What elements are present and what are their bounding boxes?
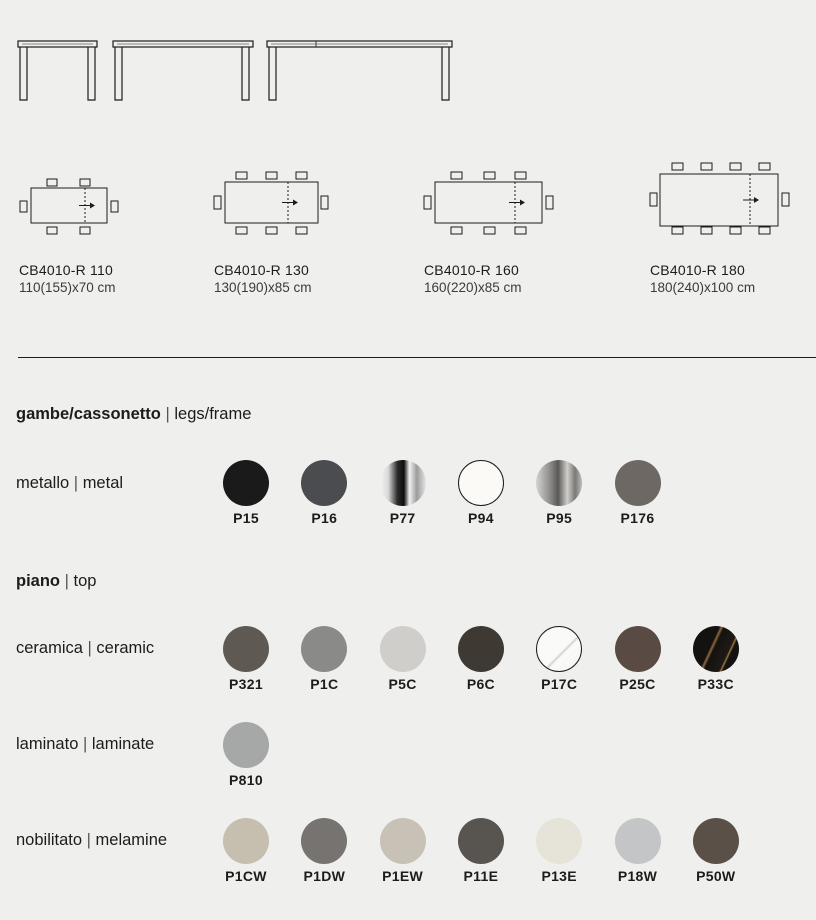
heading-separator: | [64, 572, 69, 590]
swatch-code: P810 [229, 772, 263, 788]
heading-en: legs/frame [174, 405, 252, 423]
swatch-color-disc [223, 460, 269, 506]
swatch-color-disc [615, 626, 661, 672]
label-it: nobilitato [16, 831, 83, 849]
plan-160 [420, 166, 560, 238]
top-heading [16, 572, 96, 591]
swatch-color-disc [458, 626, 504, 672]
swatch-code: P1CW [225, 868, 267, 884]
finish-swatch [206, 818, 286, 884]
model-code: CB4010-R 130 [214, 262, 310, 278]
swatch-code: P25C [619, 676, 656, 692]
plan-180 [645, 157, 795, 239]
swatch-code: P18W [617, 868, 658, 884]
swatch-color-disc [458, 818, 504, 864]
swatch-code: P6C [466, 676, 495, 692]
swatch-code: P77 [389, 510, 416, 526]
table-elevation-drawings [0, 0, 460, 110]
swatch-code: P95 [546, 510, 573, 526]
plan-110 [15, 176, 125, 242]
swatch-code: P33C [697, 676, 734, 692]
ceramic-row-label [16, 639, 154, 658]
swatch-code: P321 [229, 676, 263, 692]
laminate-row-label [16, 735, 154, 754]
metal-row-label [16, 474, 123, 493]
model-code: CB4010-R 180 [650, 262, 746, 278]
finish-swatch [598, 626, 678, 692]
swatch-color-disc [223, 626, 269, 672]
finish-swatch [363, 460, 443, 526]
model-dimensions: 130(190)x85 cm [214, 280, 312, 295]
swatch-color-disc [380, 626, 426, 672]
melamine-row-label [16, 831, 167, 850]
model-label-110 [19, 262, 116, 296]
swatch-code: P50W [696, 868, 736, 884]
elevation-closed [18, 41, 97, 100]
swatch-color-disc [536, 460, 582, 506]
swatch-code: P13E [541, 868, 577, 884]
finish-swatch [441, 626, 521, 692]
finish-swatch [519, 626, 599, 692]
swatch-code: P5C [388, 676, 417, 692]
section-divider [18, 357, 816, 358]
model-dimensions: 110(155)x70 cm [19, 280, 116, 295]
model-label-130 [214, 262, 312, 296]
label-it: metallo [16, 474, 70, 492]
heading-separator: | [165, 405, 170, 423]
label-en: melamine [95, 831, 168, 849]
swatch-color-disc [615, 818, 661, 864]
finish-swatch [284, 818, 364, 884]
model-label-180 [650, 262, 755, 296]
swatch-color-disc [223, 818, 269, 864]
finish-swatch [676, 626, 756, 692]
model-dimensions: 180(240)x100 cm [650, 280, 756, 295]
label-en: metal [82, 474, 124, 492]
swatch-color-disc [301, 818, 347, 864]
heading-it: piano [16, 572, 60, 590]
swatch-color-disc [693, 818, 739, 864]
legs-frame-heading [16, 405, 251, 424]
finish-swatch [441, 460, 521, 526]
swatch-code: P16 [311, 510, 338, 526]
finish-swatch [519, 818, 599, 884]
finish-swatch [363, 626, 443, 692]
model-code: CB4010-R 160 [424, 262, 520, 278]
model-code: CB4010-R 110 [19, 262, 113, 278]
swatch-color-disc [458, 460, 504, 506]
swatch-code: P1DW [303, 868, 346, 884]
swatch-code: P1C [310, 676, 339, 692]
label-separator: | [87, 639, 92, 657]
finish-swatch [284, 460, 364, 526]
swatch-color-disc [301, 460, 347, 506]
swatch-color-disc [536, 626, 582, 672]
swatch-code: P15 [233, 510, 259, 526]
heading-it: gambe/cassonetto [16, 405, 161, 423]
label-it: ceramica [16, 639, 83, 657]
plan-130 [210, 166, 334, 238]
finish-swatch [206, 626, 286, 692]
label-en: ceramic [96, 639, 155, 657]
label-separator: | [82, 735, 88, 753]
swatch-code: P94 [467, 510, 494, 526]
swatch-color-disc [223, 722, 269, 768]
swatch-color-disc [380, 460, 426, 506]
finish-swatch [519, 460, 599, 526]
finish-swatch [206, 460, 286, 526]
finish-swatch [598, 818, 678, 884]
swatch-code: P1EW [382, 868, 424, 884]
swatch-color-disc [380, 818, 426, 864]
swatch-code: P11E [463, 868, 499, 884]
swatch-color-disc [301, 626, 347, 672]
swatch-code: P17C [541, 676, 578, 692]
model-label-160 [424, 262, 522, 296]
finish-swatch [206, 722, 286, 788]
swatch-color-disc [536, 818, 582, 864]
heading-en: top [73, 572, 97, 590]
finish-swatch [363, 818, 443, 884]
finish-swatch [676, 818, 756, 884]
label-separator: | [86, 831, 91, 849]
elevation-medium [113, 41, 253, 100]
label-en: laminate [91, 735, 155, 753]
label-separator: | [73, 474, 79, 492]
model-dimensions: 160(220)x85 cm [424, 280, 522, 295]
finish-swatch [598, 460, 678, 526]
swatch-color-disc [615, 460, 661, 506]
finish-swatch [284, 626, 364, 692]
swatch-code: P176 [620, 510, 655, 526]
finish-swatch [441, 818, 521, 884]
elevation-extended [267, 41, 452, 100]
label-it: laminato [16, 735, 79, 753]
swatch-color-disc [693, 626, 739, 672]
